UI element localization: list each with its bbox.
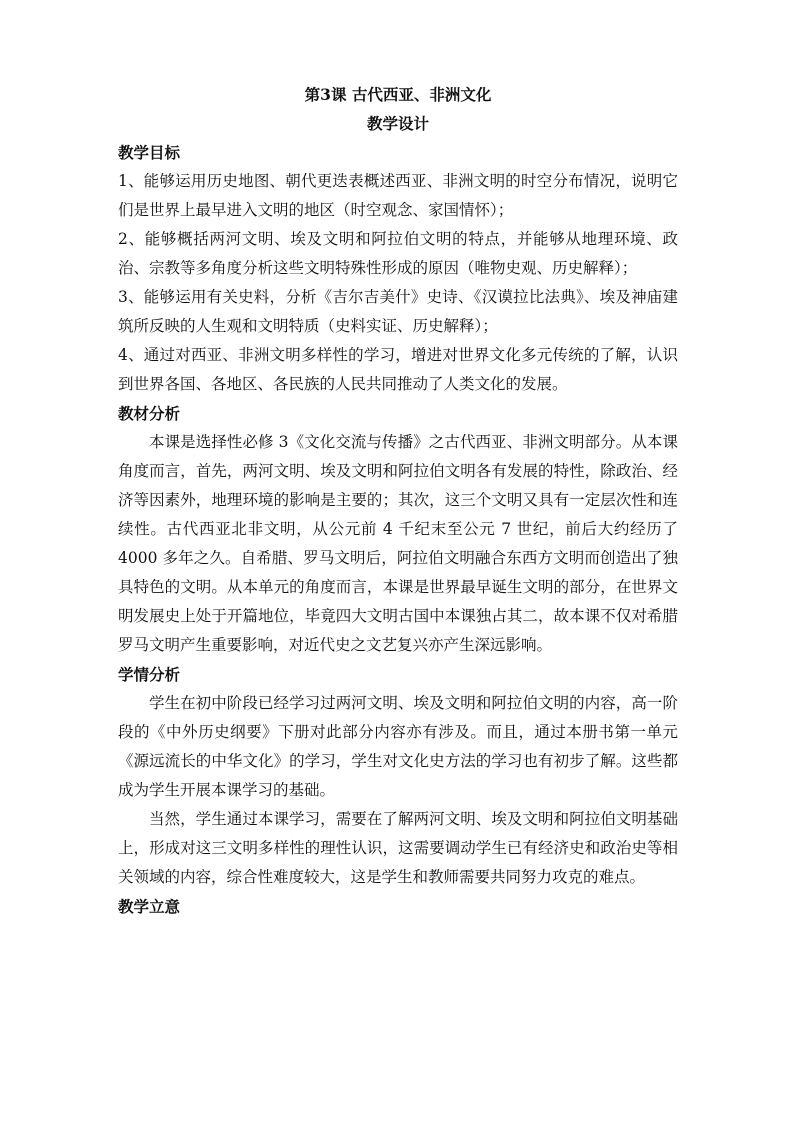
teaching-intent-heading: 教学立意 — [118, 897, 181, 916]
lesson-title: 第3课 古代西亚、非洲文化 — [304, 85, 492, 104]
document-subtitle: 教学设计 — [366, 114, 429, 133]
student-analysis-heading: 学情分析 — [118, 665, 181, 684]
objective-item-1: 1、能够运用历史地图、朝代更迭表概述西亚、非洲文明的时空分布情况，说明它们是世界上最早进入文明的地区（时空观念、家国情怀）； — [118, 172, 678, 219]
objective-item-4: 4、通过对西亚、非洲文明多样性的学习，增进对世界文化多元传统的了解，认识到世界各国、各地区、各民族的人民共同推动了人类文化的发展。 — [118, 346, 678, 393]
textbook-analysis-paragraph: 本课是选择性必修 3《文化交流与传播》之古代西亚、非洲文明部分。从本课角度而言，首先，两河文明、埃及文明和阿拉伯文明各有发展的特性，除政治、经济等因素外，地理环境的影响是主要的；其次，这三个文明又具有一定层次性和连续性。古代西亚北非文明，从公元前 4 千纪末至公元 7 世纪，前后大约经历了 4000 多年之久。自希腊、罗马文明后，阿拉伯文明融合东西方文明而创造出了独具特色的文明。从本单元的角度而言，本课是世界最早诞生文明的部分，在世界文明发展史上处于开篇地位，毕竟四大文明古国中本课独占其二，故本课不仅对希腊罗马文明产生重要影响，对近代史之文艺复兴亦产生深远影响。 — [118, 433, 678, 654]
objective-item-3: 3、能够运用有关史料，分析《吉尔吉美什》史诗、《汉谟拉比法典》、埃及神庙建筑所反映的人生观和文明特质（史料实证、历史解释）； — [118, 288, 678, 335]
objectives-heading: 教学目标 — [118, 143, 181, 162]
student-analysis-paragraph-2: 当然，学生通过本课学习，需要在了解两河文明、埃及文明和阿拉伯文明基础上，形成对这三文明多样性的理性认识，这需要调动学生已有经济史和政治史等相关领域的内容，综合性难度较大，这是学生和教师需要共同努力攻克的难点。 — [118, 810, 678, 886]
student-analysis-paragraph-1: 学生在初中阶段已经学习过两河文明、埃及文明和阿拉伯文明的内容，高一阶段的《中外历史纲要》下册对此部分内容亦有涉及。而且，通过本册书第一单元《源远流长的中华文化》的学习，学生对文化史方法的学习也有初步了解。这些都成为学生开展本课学习的基础。 — [118, 694, 678, 799]
textbook-analysis-heading: 教材分析 — [118, 404, 181, 423]
document-page — [118, 80, 678, 921]
objective-item-2: 2、能够概括两河文明、埃及文明和阿拉伯文明的特点，并能够从地理环境、政治、宗教等多角度分析这些文明特殊性形成的原因（唯物史观、历史解释）； — [118, 230, 678, 277]
